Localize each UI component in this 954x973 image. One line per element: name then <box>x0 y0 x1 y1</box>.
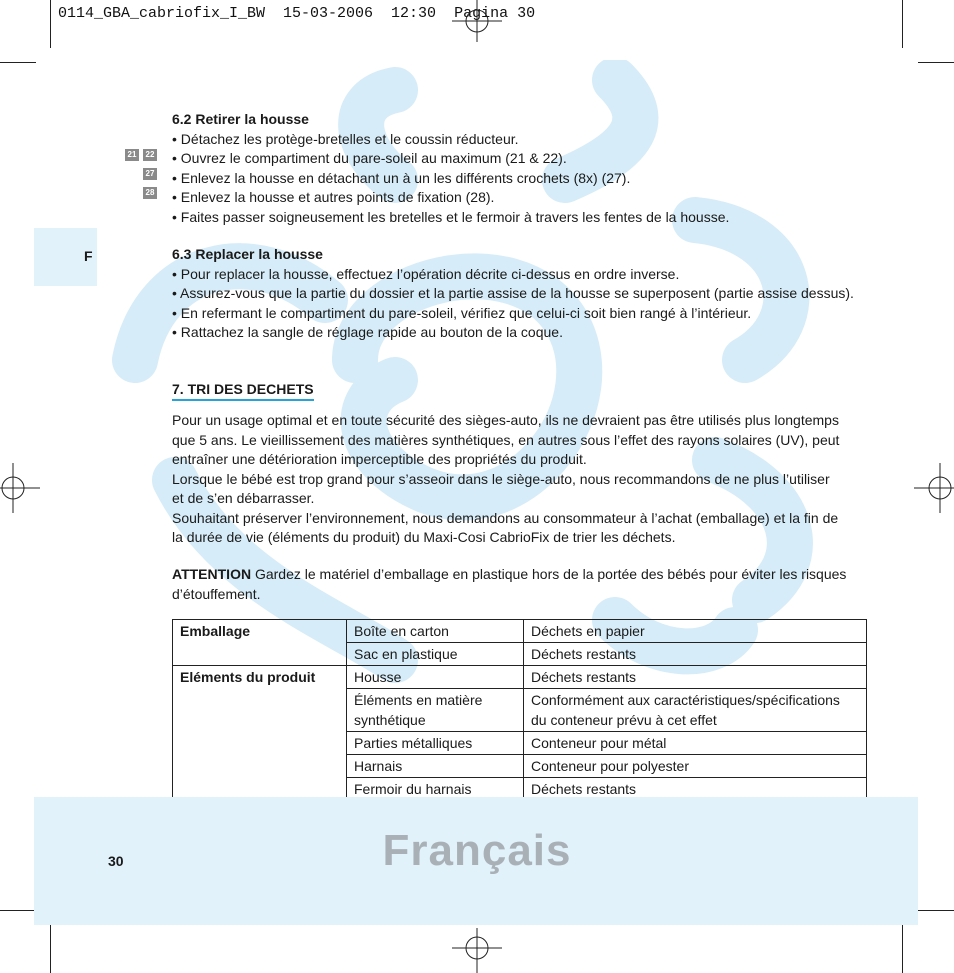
bullet-item: • Assurez-vous que la partie du dossier et la partie assise de la housse se superposent (partie assise dessus). <box>172 285 854 301</box>
table-cell: Conteneur pour polyester <box>524 755 867 778</box>
table-group-label: Emballage <box>173 620 347 666</box>
paragraph-line: que 5 ans. Le vieillissement des matières synthétiques, en autres sous l’effet des rayons solaires (UV), peut <box>172 431 840 448</box>
registration-mark-icon <box>0 463 40 513</box>
print-slug: 0114_GBA_cabriofix_I_BW 15-03-2006 12:30 Pagina 30 <box>58 5 536 22</box>
attention-label: ATTENTION <box>172 566 252 582</box>
section-title: 6.3 Replacer la housse <box>172 246 323 262</box>
table-cell: Conteneur pour métal <box>524 732 867 755</box>
figure-ref-21: 21 <box>125 149 139 161</box>
crop-mark <box>918 910 954 911</box>
bullet-item: • En refermant le compartiment du pare-soleil, vérifiez que celui-ci soit bien rangé à l’intérieur. <box>172 304 752 321</box>
section-6-2 <box>172 110 872 227</box>
bullet-item: • Enlevez la housse en détachant un à un les différents crochets (8x) (27). <box>172 169 631 186</box>
side-tab-letter: F <box>84 248 93 264</box>
table-cell: Sac en plastique <box>347 643 524 666</box>
table-cell: Déchets restants <box>524 666 867 689</box>
crop-mark <box>902 0 903 48</box>
paragraph-line: Lorsque le bébé est trop grand pour s’asseoir dans le siège-auto, nous recommandons de ne plus l’utiliser <box>172 470 830 487</box>
bullet-item: • Rattachez la sangle de réglage rapide au bouton de la coque. <box>172 324 563 340</box>
page-number: 30 <box>108 853 124 869</box>
paragraph-line: Pour un usage optimal et en toute sécurité des sièges-auto, ils ne devraient pas être utilisés plus longtemps <box>172 412 839 428</box>
section-6-3 <box>172 245 892 343</box>
table-cell: Déchets restants <box>524 643 867 666</box>
table-cell: Conformément aux caractéristiques/spécifications du conteneur prévu à cet effet <box>524 689 867 732</box>
language-side-tab <box>34 228 97 286</box>
crop-mark <box>902 925 903 973</box>
bullet-item: • Pour replacer la housse, effectuez l’opération décrite ci-dessus en ordre inverse. <box>172 265 680 282</box>
section-7-title <box>172 381 314 401</box>
waste-sorting-table <box>172 619 867 801</box>
footer-language-title: Français <box>382 826 572 875</box>
crop-mark <box>0 910 36 911</box>
table-group-label: Eléments du produit <box>173 666 347 801</box>
crop-mark <box>50 925 51 973</box>
paragraph-line: Souhaitant préserver l’environnement, nous demandons au consommateur à l’achat (emballage) et la fin de <box>172 509 839 526</box>
bullet-item: • Faites passer soigneusement les bretelles et le fermoir à travers les fentes de la housse. <box>172 208 730 225</box>
table-row <box>173 620 867 643</box>
attention-text: Gardez le matériel d’emballage en plastique hors de la portée des bébés pour éviter les risques <box>251 566 847 582</box>
table-cell: Déchets en papier <box>524 620 867 643</box>
paragraph-line: et de s’en débarrasser. <box>172 490 315 506</box>
table-cell: Parties métalliques <box>347 732 524 755</box>
crop-mark <box>0 62 36 63</box>
table-cell: Éléments en matière synthétique <box>347 689 524 732</box>
bullet-item: • Ouvrez le compartiment du pare-soleil au maximum (21 & 22). <box>172 150 567 166</box>
crop-mark <box>918 62 954 63</box>
registration-mark-icon <box>914 463 954 513</box>
figure-ref-28: 28 <box>143 187 157 199</box>
registration-mark-icon <box>452 0 502 42</box>
figure-ref-27: 27 <box>143 168 157 180</box>
figure-ref-22: 22 <box>143 149 157 161</box>
section-7-body <box>172 411 872 548</box>
bullet-item: • Détachez les protège-bretelles et le coussin réducteur. <box>172 130 519 147</box>
section-title: 7. TRI DES DECHETS <box>172 381 314 397</box>
attention-text: d’étouffement. <box>172 585 261 602</box>
table-cell: Harnais <box>347 755 524 778</box>
registration-mark-icon <box>452 928 502 973</box>
crop-mark <box>50 0 51 48</box>
bullet-item: • Enlevez la housse et autres points de fixation (28). <box>172 189 495 205</box>
table-cell: Boîte en carton <box>347 620 524 643</box>
attention-note <box>172 565 872 604</box>
table-cell: Fermoir du harnais <box>347 778 524 801</box>
table-cell: Housse <box>347 666 524 689</box>
table-cell: Déchets restants <box>524 778 867 801</box>
paragraph-line: la durée de vie (éléments du produit) du Maxi-Cosi CabrioFix de trier les déchets. <box>172 529 676 545</box>
paragraph-line: entraîner une détérioration imperceptible des propriétés du produit. <box>172 451 587 467</box>
section-title: 6.2 Retirer la housse <box>172 111 309 127</box>
table-row <box>173 666 867 689</box>
